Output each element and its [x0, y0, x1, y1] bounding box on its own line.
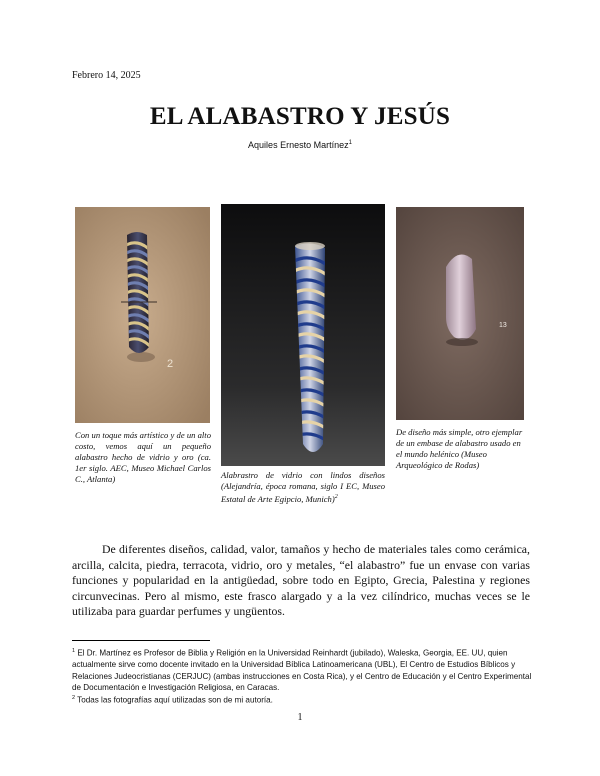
object-label: 2 [167, 358, 174, 370]
author-name: Aquiles Ernesto Martínez [248, 140, 349, 150]
body-paragraph: De diferentes diseños, calidad, valor, tamaños y hecho de materiales tales como cerámica, arcilla, calcita, piedra, terracota, vidrio, oro y metales, “el alabastro” fue un envase con varias funciones y popularidad en la antigüedad, sobre todo en Egipto, Grecia, Palestina y regiones circunvecinas. Pero al mismo, este frasco alargado y a la vez cilíndrico, muchas veces se le utilizaba para guardar perfumes y ungüentos. [72, 542, 530, 619]
footnote [72, 693, 532, 706]
document-title: EL ALABASTRO Y JESÚS [149, 103, 451, 130]
figure-caption-text: Alabrastro de vidrio con lindos diseños (Alejandría, época romana, siglo I EC, Museo Estatal de Arte Egipcio, Munich) [221, 470, 385, 504]
figure-caption [221, 470, 385, 505]
author-line [0, 140, 600, 150]
object-label: 13 [499, 322, 507, 329]
footnote-text: Todas las fotografías aquí utilizadas son de mi autoría. [77, 696, 273, 705]
figure-caption: Con un toque más artístico y de un alto costo, vemos aquí un pequeño alabastro hecho de vidrio y oro (ca. 1er siglo. AEC, Museo Michael Carlos C., Atlanta) [75, 430, 211, 484]
footnote-mark: 1 [348, 140, 352, 146]
document-date: Febrero 14, 2025 [72, 70, 141, 81]
footnotes [72, 646, 532, 706]
photo-glass-gold-alabastron [75, 207, 210, 423]
footnote-divider [72, 640, 210, 641]
figure-caption: De diseño más simple, otro ejemplar de un embase de alabastro usado en el mundo helénico (Museo Arqueológico de Rodas) [396, 427, 523, 470]
footnote-mark: 1 [72, 648, 76, 654]
photo-stone-alabastron [396, 207, 524, 420]
footnote-mark: 2 [334, 494, 338, 500]
footnote-text: El Dr. Martínez es Profesor de Biblia y Religión en la Universidad Reinhardt (jubilado), Waleska, Georgia, EE. UU, quien actualmente sirve como docente invitado en la Universidad Bíblica Latinoamericana (UBL), El Centro de Estudios Bíblicos y Relaciones Judeocristianas (CERJUC) (ambas instrucciones en Costa Rica), y el Centro de Educación y el Centro Experimental de Documentación e Investigación Religiosa, en Caracas. [72, 648, 532, 692]
page-number: 1 [297, 712, 303, 723]
footnote [72, 646, 532, 693]
footnote-mark: 2 [72, 695, 76, 702]
photo-blue-glass-alabastron [221, 204, 385, 466]
